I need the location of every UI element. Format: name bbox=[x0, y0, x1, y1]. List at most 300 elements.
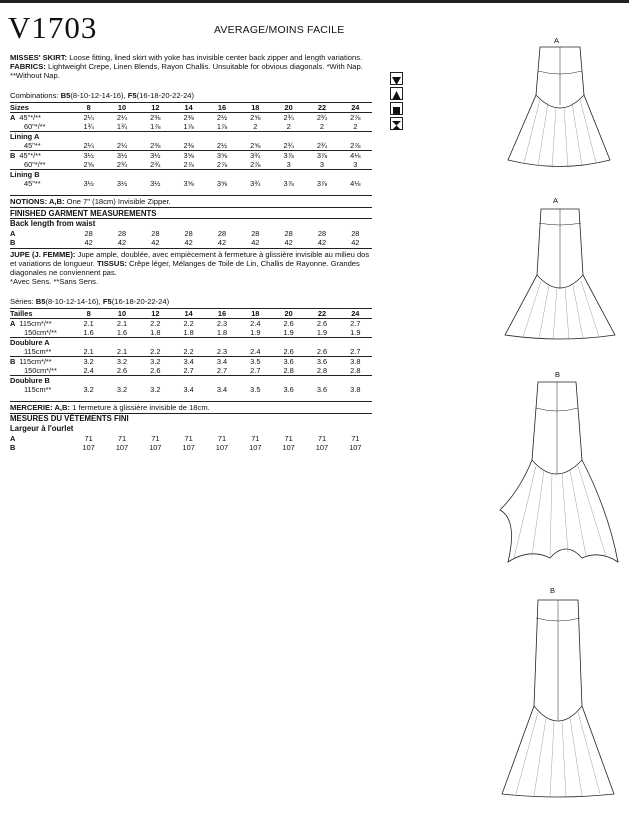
english-combinations: Combinations: B5(8-10-12-14-16), F5(16-18-20-22-24) bbox=[10, 91, 195, 100]
row-label bbox=[10, 376, 72, 386]
row-label: B bbox=[10, 443, 16, 452]
empty-cell bbox=[72, 170, 105, 180]
size-header: 18 bbox=[239, 309, 272, 319]
empty-cell bbox=[105, 132, 138, 142]
yardage-value: 2⅞ bbox=[350, 113, 361, 122]
yardage-value: 2½ bbox=[216, 141, 228, 150]
empty-cell bbox=[305, 376, 338, 386]
yardage-value: 2¾ bbox=[116, 160, 128, 169]
yardage-value: 2¼ bbox=[83, 141, 94, 150]
empty-cell bbox=[205, 338, 238, 348]
yardage-value: 3½ bbox=[72, 151, 105, 161]
row-label bbox=[10, 357, 72, 367]
yardage-value: 2¾ bbox=[283, 141, 294, 150]
empty-cell bbox=[339, 170, 372, 180]
row-label bbox=[10, 113, 72, 123]
yardage-value: 3.8 bbox=[339, 357, 372, 367]
row-label bbox=[10, 385, 72, 394]
empty-cell bbox=[272, 170, 305, 180]
english-finished-title: FINISHED GARMENT MEASUREMENTS bbox=[10, 209, 157, 218]
measurement-value: 71 bbox=[151, 434, 160, 443]
size-header: 14 bbox=[172, 103, 205, 113]
measurement-value: 107 bbox=[82, 443, 95, 452]
fabric-width: 45"*/** bbox=[19, 151, 41, 160]
yardage-value: 3 bbox=[286, 160, 291, 169]
measurement-value: 28 bbox=[117, 229, 127, 238]
size-header: 22 bbox=[305, 103, 338, 113]
fabric-width: 45"** bbox=[24, 141, 41, 150]
row-group: Doublure A bbox=[10, 338, 50, 347]
english-yardage-table bbox=[10, 102, 372, 188]
measurement-value: 42 bbox=[117, 238, 127, 247]
yardage-value: 3¾ bbox=[250, 179, 261, 188]
yardage-value: 2.3 bbox=[216, 319, 228, 328]
yardage-value: 2⅝ bbox=[250, 113, 261, 122]
empty-cell bbox=[105, 170, 138, 180]
empty-cell bbox=[272, 338, 305, 348]
yardage-value: 1¾ bbox=[83, 122, 94, 131]
divider bbox=[10, 195, 372, 196]
size-header: 16 bbox=[205, 103, 238, 113]
fabric-width: 60"*/** bbox=[24, 122, 46, 131]
pattern-code: V1703 bbox=[8, 10, 98, 45]
yardage-value: 1.9 bbox=[250, 328, 261, 337]
yardage-value: 2.2 bbox=[150, 319, 161, 328]
skirt-view-b-front bbox=[490, 380, 625, 570]
yardage-value: 3½ bbox=[116, 179, 128, 188]
row-label bbox=[10, 132, 72, 142]
yardage-value: 2¼ bbox=[116, 141, 128, 150]
yardage-value: 3.2 bbox=[105, 357, 138, 367]
yardage-value: 3⅞ bbox=[316, 179, 328, 188]
desc-text: Loose fitting, lined skirt with yoke has invisible center back zipper and length variations. bbox=[67, 53, 363, 62]
empty-cell bbox=[72, 132, 105, 142]
yardage-value: 2¾ bbox=[316, 113, 328, 122]
yardage-value: 3.2 bbox=[116, 385, 128, 394]
french-description: JUPE (J. FEMME): Jupe ample, doublée, avec empiècement à fermeture à glissière invisible au milieu dos et variations de longueur. TISSUS: Crêpe léger, Mélanges de Toile de Lin, Challis de Rayonne. Grandes diagonales ne conviennent pas. *Avec Sens. **Sans Sens. bbox=[10, 250, 370, 286]
measurement-value: 42 bbox=[351, 238, 360, 247]
table-row bbox=[10, 160, 372, 170]
yardage-value: 2.7 bbox=[350, 319, 361, 328]
measurement-value: 107 bbox=[315, 443, 329, 452]
measurement-value: 71 bbox=[217, 434, 227, 443]
yardage-value: 3⅞ bbox=[305, 151, 338, 161]
yardage-value: 2 bbox=[253, 122, 258, 131]
fabric-width: 45"** bbox=[24, 179, 41, 188]
yardage-value: 2¼ bbox=[83, 113, 94, 122]
yardage-value: 2¼ bbox=[116, 113, 128, 122]
divider bbox=[10, 207, 372, 208]
yardage-value: 3.5 bbox=[250, 385, 261, 394]
yardage-value: 3½ bbox=[105, 151, 138, 161]
measurement-value: 28 bbox=[184, 229, 193, 238]
yardage-value: 1.8 bbox=[150, 328, 161, 337]
size-header: 12 bbox=[139, 309, 172, 319]
fold-legend bbox=[390, 72, 403, 132]
row-label bbox=[10, 319, 72, 329]
yardage-value: 1⅞ bbox=[216, 122, 228, 131]
size-header: 10 bbox=[105, 103, 138, 113]
french-notions: MERCERIE: A,B: 1 fermeture à glissière invisible de 18cm. bbox=[10, 403, 210, 412]
yardage-value: 3⅞ bbox=[272, 151, 305, 161]
sizes-label: Sizes bbox=[10, 103, 72, 113]
table-row bbox=[10, 366, 372, 376]
difficulty-label: AVERAGE/MOINS FACILE bbox=[214, 24, 345, 36]
yardage-value: 3.6 bbox=[283, 385, 294, 394]
measurement-value: 28 bbox=[251, 229, 260, 238]
yardage-value: 3.2 bbox=[139, 357, 172, 367]
yardage-value: 3.5 bbox=[239, 357, 272, 367]
yardage-value: 2.6 bbox=[283, 319, 294, 328]
yardage-value: 2⅜ bbox=[150, 141, 161, 150]
table-row bbox=[10, 376, 372, 386]
desc-title: MISSES' SKIRT: bbox=[10, 53, 68, 62]
yardage-value: 2.7 bbox=[250, 366, 261, 375]
empty-cell bbox=[139, 376, 172, 386]
yardage-value: 1¾ bbox=[116, 122, 128, 131]
measurement-value: 71 bbox=[184, 434, 193, 443]
row-label bbox=[10, 328, 72, 338]
measurement-value: 71 bbox=[84, 434, 93, 443]
square-icon bbox=[390, 102, 403, 115]
empty-cell bbox=[105, 338, 138, 348]
row-group: A bbox=[10, 113, 16, 122]
yardage-value: 2⅞ bbox=[350, 141, 361, 150]
table-row bbox=[10, 238, 372, 247]
yardage-value: 3 bbox=[319, 160, 325, 169]
yardage-value: 2 bbox=[353, 122, 358, 131]
yardage-value: 2½ bbox=[216, 113, 228, 122]
measurement-value: 71 bbox=[351, 434, 360, 443]
yardage-value: 2.6 bbox=[150, 366, 161, 375]
french-combinations: Séries: B5(8-10-12-14-16), F5(16-18-20-22-24) bbox=[10, 297, 170, 306]
measurement-value: 107 bbox=[149, 443, 162, 452]
measurement-value: 28 bbox=[217, 229, 227, 238]
empty-cell bbox=[305, 132, 338, 142]
row-label bbox=[10, 160, 72, 170]
yardage-value: 3⅝ bbox=[205, 151, 238, 161]
measurement-value: 42 bbox=[251, 238, 260, 247]
yardage-value: 2⅝ bbox=[250, 141, 261, 150]
measurement-value: 71 bbox=[284, 434, 293, 443]
measurement-value: 42 bbox=[217, 238, 227, 247]
figure-label: B bbox=[555, 370, 561, 379]
yardage-value: 3.2 bbox=[150, 385, 161, 394]
table-row bbox=[10, 229, 372, 238]
row-group: B bbox=[10, 151, 16, 160]
measurement-value: 28 bbox=[351, 229, 360, 238]
empty-cell bbox=[72, 376, 105, 386]
row-label bbox=[10, 151, 72, 161]
measurement-value: 28 bbox=[151, 229, 160, 238]
empty-cell bbox=[139, 338, 172, 348]
row-label bbox=[10, 366, 72, 376]
yardage-value: 2⅞ bbox=[250, 160, 261, 169]
divider bbox=[10, 401, 372, 402]
english-finished-table bbox=[10, 229, 372, 247]
yardage-value: 3.4 bbox=[183, 385, 194, 394]
yardage-value: 2.7 bbox=[350, 347, 361, 356]
english-description bbox=[10, 53, 372, 80]
table-row bbox=[10, 113, 372, 123]
yardage-value: 2¾ bbox=[150, 160, 161, 169]
table-row bbox=[10, 319, 372, 329]
yardage-value: 3¾ bbox=[239, 151, 272, 161]
table-row bbox=[10, 347, 372, 357]
measurement-value: 107 bbox=[249, 443, 262, 452]
yardage-value: 1.9 bbox=[316, 328, 328, 337]
yardage-value: 1.9 bbox=[283, 328, 294, 337]
empty-cell bbox=[139, 170, 172, 180]
empty-cell bbox=[339, 376, 372, 386]
yardage-value: 3.4 bbox=[205, 357, 238, 367]
yardage-value: 2.6 bbox=[316, 347, 328, 356]
size-header: 22 bbox=[305, 309, 338, 319]
measurement-value: 107 bbox=[182, 443, 195, 452]
yardage-value: 2⅞ bbox=[216, 160, 228, 169]
hourglass-icon bbox=[390, 117, 403, 130]
fabric-width: 115cm** bbox=[24, 347, 52, 356]
empty-cell bbox=[105, 376, 138, 386]
measurement-value: 42 bbox=[317, 238, 327, 247]
fabric-width: 45"*/** bbox=[19, 113, 41, 122]
yardage-value: 2⅜ bbox=[183, 141, 194, 150]
french-finished-title: MESURES DU VÊTEMENTS FINI bbox=[10, 414, 129, 423]
yardage-value: 3.6 bbox=[305, 357, 338, 367]
fabrics-text: Lightweight Crepe, Linen Blends, Rayon Challis. Unsuitable for obvious diagonals. *With Nap. **Without Nap. bbox=[10, 62, 363, 80]
measurement-value: 107 bbox=[282, 443, 295, 452]
yardage-value: 2¾ bbox=[316, 141, 328, 150]
yardage-value: 2¾ bbox=[283, 113, 294, 122]
yardage-value: 2.8 bbox=[350, 366, 361, 375]
fabric-width: 150cm*/** bbox=[24, 328, 57, 337]
yardage-value: 2.4 bbox=[250, 347, 261, 356]
row-group: Lining B bbox=[10, 170, 40, 179]
yardage-value: 1.6 bbox=[116, 328, 128, 337]
yardage-value: 2.8 bbox=[283, 366, 294, 375]
empty-cell bbox=[339, 338, 372, 348]
yardage-value: 3.4 bbox=[172, 357, 205, 367]
table-row bbox=[10, 132, 372, 142]
yardage-value: 4⅛ bbox=[339, 151, 372, 161]
size-header: 20 bbox=[272, 103, 305, 113]
table-row bbox=[10, 170, 372, 180]
sizes-header-row bbox=[10, 309, 372, 319]
yardage-value: 3 bbox=[353, 160, 358, 169]
empty-cell bbox=[272, 132, 305, 142]
measurement-value: 71 bbox=[251, 434, 260, 443]
yardage-value: 3⅝ bbox=[216, 179, 228, 188]
empty-cell bbox=[139, 132, 172, 142]
table-row bbox=[10, 141, 372, 151]
yardage-value: 2.4 bbox=[83, 366, 94, 375]
empty-cell bbox=[205, 376, 238, 386]
yardage-value: 2.1 bbox=[116, 319, 128, 328]
row-label: A bbox=[10, 229, 16, 238]
empty-cell bbox=[205, 132, 238, 142]
measurement-value: 42 bbox=[84, 238, 93, 247]
yardage-value: 2.3 bbox=[216, 347, 228, 356]
yardage-value: 2⅝ bbox=[83, 160, 94, 169]
yardage-value: 2.7 bbox=[216, 366, 228, 375]
yardage-value: 3.6 bbox=[316, 385, 328, 394]
yardage-value: 2 bbox=[319, 122, 325, 131]
empty-cell bbox=[305, 170, 338, 180]
row-group: B bbox=[10, 357, 16, 366]
empty-cell bbox=[72, 338, 105, 348]
measurement-value: 28 bbox=[84, 229, 93, 238]
yardage-value: 3½ bbox=[150, 179, 161, 188]
french-finished-table bbox=[10, 434, 372, 452]
yardage-value: 3.8 bbox=[350, 385, 361, 394]
size-header: 10 bbox=[105, 309, 138, 319]
measurement-value: 42 bbox=[284, 238, 293, 247]
table-row bbox=[10, 338, 372, 348]
measurement-value: 107 bbox=[215, 443, 229, 452]
table-row bbox=[10, 434, 372, 443]
fabrics-label: FABRICS: bbox=[10, 62, 46, 71]
arrow-up-icon bbox=[390, 87, 403, 100]
divider bbox=[10, 248, 372, 249]
yardage-value: 3⅝ bbox=[172, 151, 205, 161]
yardage-value: 2⅞ bbox=[183, 160, 194, 169]
yardage-value: 1.8 bbox=[216, 328, 228, 337]
figure-label: A bbox=[553, 196, 559, 205]
row-label bbox=[10, 347, 72, 357]
yardage-value: 1⅞ bbox=[150, 122, 161, 131]
table-row bbox=[10, 443, 372, 452]
empty-cell bbox=[239, 170, 272, 180]
fabric-width: 115cm*/** bbox=[19, 357, 52, 366]
table-row bbox=[10, 357, 372, 367]
yardage-value: 2.6 bbox=[316, 319, 328, 328]
table-row bbox=[10, 328, 372, 338]
table-row bbox=[10, 122, 372, 132]
table-row bbox=[10, 179, 372, 188]
fabric-width: 60"*/** bbox=[24, 160, 46, 169]
yardage-value: 1.6 bbox=[83, 328, 94, 337]
empty-cell bbox=[205, 170, 238, 180]
skirt-view-b-back bbox=[496, 596, 621, 801]
arrow-down-icon bbox=[390, 72, 403, 85]
row-label: B bbox=[10, 238, 16, 247]
row-label bbox=[10, 122, 72, 132]
fabric-width: 115cm** bbox=[24, 385, 52, 394]
sizes-label: Tailles bbox=[10, 309, 72, 319]
size-header: 12 bbox=[139, 103, 172, 113]
yardage-value: 2.2 bbox=[150, 347, 161, 356]
skirt-view-a-back bbox=[495, 205, 625, 345]
yardage-value: 3½ bbox=[139, 151, 172, 161]
row-group: Doublure B bbox=[10, 376, 50, 385]
yardage-value: 2.1 bbox=[83, 319, 94, 328]
yardage-value: 2.6 bbox=[283, 347, 294, 356]
yardage-value: 1⅞ bbox=[183, 122, 194, 131]
size-header: 18 bbox=[239, 103, 272, 113]
empty-cell bbox=[239, 338, 272, 348]
empty-cell bbox=[339, 132, 372, 142]
top-border bbox=[0, 0, 629, 3]
yardage-value: 3.2 bbox=[72, 357, 105, 367]
size-header: 16 bbox=[205, 309, 238, 319]
yardage-value: 3⅞ bbox=[283, 179, 294, 188]
row-group: A bbox=[10, 319, 16, 328]
english-back-length-label: Back length from waist bbox=[10, 219, 96, 228]
yardage-value: 2.6 bbox=[116, 366, 128, 375]
yardage-value: 2⅜ bbox=[150, 113, 161, 122]
measurement-value: 28 bbox=[317, 229, 327, 238]
yardage-value: 2.2 bbox=[183, 347, 194, 356]
size-header: 14 bbox=[172, 309, 205, 319]
yardage-value: 2.1 bbox=[116, 347, 128, 356]
measurement-value: 71 bbox=[117, 434, 127, 443]
row-label: A bbox=[10, 434, 16, 443]
empty-cell bbox=[172, 338, 205, 348]
empty-cell bbox=[239, 376, 272, 386]
measurement-value: 107 bbox=[349, 443, 362, 452]
skirt-view-a-front bbox=[500, 45, 620, 175]
yardage-value: 3.6 bbox=[272, 357, 305, 367]
french-yardage-table bbox=[10, 308, 372, 394]
row-label bbox=[10, 170, 72, 180]
yardage-value: 2.4 bbox=[250, 319, 261, 328]
yardage-value: 3.4 bbox=[216, 385, 228, 394]
yardage-value: 1.9 bbox=[350, 328, 361, 337]
row-label bbox=[10, 338, 72, 348]
measurement-value: 71 bbox=[317, 434, 327, 443]
yardage-value: 2⅜ bbox=[183, 113, 194, 122]
measurement-value: 42 bbox=[151, 238, 160, 247]
fabric-width: 150cm*/** bbox=[24, 366, 57, 375]
measurement-value: 107 bbox=[115, 443, 129, 452]
yardage-value: 2.1 bbox=[83, 347, 94, 356]
row-group: Lining A bbox=[10, 132, 40, 141]
table-row bbox=[10, 385, 372, 394]
french-hem-width-label: Largeur à l'ourlet bbox=[10, 424, 74, 433]
size-header: 24 bbox=[339, 309, 372, 319]
size-header: 8 bbox=[72, 309, 105, 319]
size-header: 8 bbox=[72, 103, 105, 113]
empty-cell bbox=[172, 376, 205, 386]
sizes-header-row bbox=[10, 103, 372, 113]
yardage-value: 1.8 bbox=[183, 328, 194, 337]
empty-cell bbox=[272, 376, 305, 386]
table-row bbox=[10, 151, 372, 161]
size-header: 20 bbox=[272, 309, 305, 319]
yardage-value: 3⅝ bbox=[183, 179, 194, 188]
yardage-value: 2.7 bbox=[183, 366, 194, 375]
yardage-value: 2.8 bbox=[316, 366, 328, 375]
size-header: 24 bbox=[339, 103, 372, 113]
figure-label: B bbox=[550, 586, 556, 595]
yardage-value: 4⅛ bbox=[350, 179, 361, 188]
measurement-value: 42 bbox=[184, 238, 193, 247]
yardage-value: 3.2 bbox=[83, 385, 94, 394]
empty-cell bbox=[239, 132, 272, 142]
fabric-width: 115cm*/** bbox=[19, 319, 52, 328]
empty-cell bbox=[305, 338, 338, 348]
figure-label: A bbox=[554, 36, 560, 45]
yardage-value: 3½ bbox=[83, 179, 94, 188]
row-label bbox=[10, 179, 72, 188]
yardage-value: 2 bbox=[286, 122, 291, 131]
english-notions: NOTIONS: A,B: One 7" (18cm) Invisible Zipper. bbox=[10, 197, 171, 206]
empty-cell bbox=[172, 170, 205, 180]
row-label bbox=[10, 141, 72, 151]
measurement-value: 28 bbox=[284, 229, 293, 238]
empty-cell bbox=[172, 132, 205, 142]
yardage-value: 2.2 bbox=[183, 319, 194, 328]
